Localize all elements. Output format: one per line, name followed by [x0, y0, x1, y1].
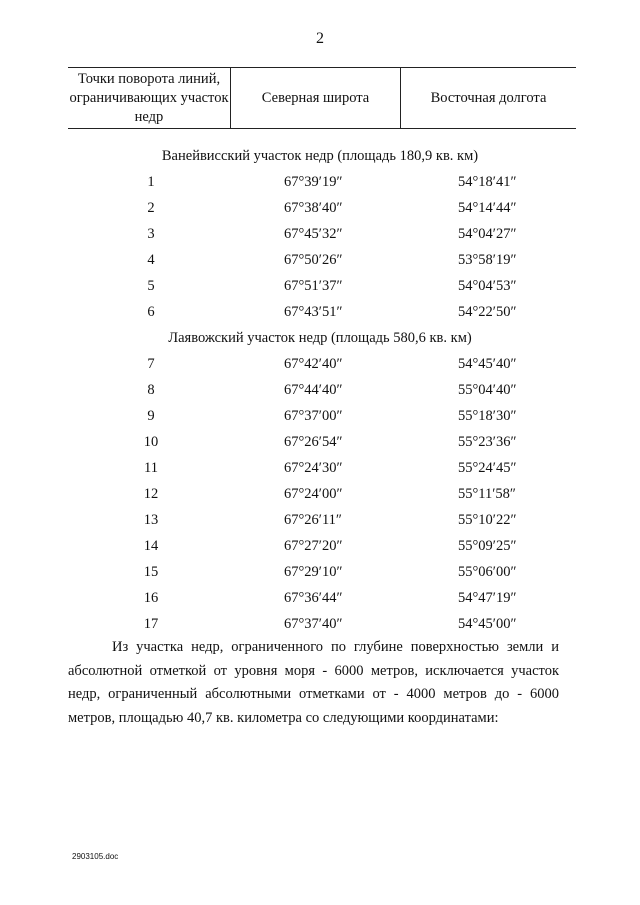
- longitude-value: 55°11′58″: [458, 486, 516, 502]
- point-number: 2: [147, 200, 155, 216]
- point-number: 11: [144, 460, 158, 476]
- point-number: 12: [143, 486, 159, 502]
- table-row: [0, 408, 640, 432]
- header-points: Точки поворота линий, ограничивающих участок недр: [68, 68, 231, 128]
- latitude-value: 67°24′30″: [284, 460, 343, 476]
- table-row: [0, 538, 640, 562]
- latitude-value: 67°26′54″: [284, 434, 343, 450]
- table-row: [0, 434, 640, 458]
- point-number: 3: [147, 226, 155, 242]
- point-number: 5: [147, 278, 155, 294]
- longitude-value: 55°23′36″: [458, 434, 517, 450]
- latitude-value: 67°29′10″: [284, 564, 343, 580]
- table-row: [0, 174, 640, 198]
- point-number: 16: [143, 590, 159, 606]
- longitude-value: 55°10′22″: [458, 512, 517, 528]
- longitude-value: 55°18′30″: [458, 408, 517, 424]
- page-number: 2: [316, 30, 324, 47]
- point-number: 6: [147, 304, 155, 320]
- table-row: [0, 278, 640, 302]
- table-row: [0, 460, 640, 484]
- point-number: 14: [143, 538, 159, 554]
- latitude-value: 67°43′51″: [284, 304, 343, 320]
- section-title-layavozh: Лаявожский участок недр (площадь 580,6 кв. км): [168, 330, 472, 346]
- latitude-value: 67°50′26″: [284, 252, 343, 268]
- latitude-value: 67°37′00″: [284, 408, 343, 424]
- point-number: 15: [143, 564, 159, 580]
- point-number: 13: [143, 512, 159, 528]
- latitude-value: 67°42′40″: [284, 356, 343, 372]
- latitude-value: 67°27′20″: [284, 538, 343, 554]
- table-row: [0, 356, 640, 380]
- table-row: [0, 486, 640, 510]
- exclusion-paragraph: Из участка недр, ограниченного по глубине поверхностью земли и абсолютной отметкой от уровня моря - 6000 метров, исключается участок недр, ограниченный абсолютными отметками от - 4000 метров до - 6000 метров, площадью 40,7 кв. километра со следующими координатами:: [68, 639, 559, 726]
- latitude-value: 67°38′40″: [284, 200, 343, 216]
- longitude-value: 55°04′40″: [458, 382, 517, 398]
- table-row: [0, 382, 640, 406]
- longitude-value: 54°22′50″: [458, 304, 517, 320]
- longitude-value: 54°04′53″: [458, 278, 517, 294]
- point-number: 4: [147, 252, 155, 268]
- latitude-value: 67°44′40″: [284, 382, 343, 398]
- latitude-value: 67°26′11″: [284, 512, 342, 528]
- document-footer: 2903105.doc: [72, 852, 119, 861]
- table-row: [0, 564, 640, 588]
- latitude-value: 67°45′32″: [284, 226, 343, 242]
- latitude-value: 67°51′37″: [284, 278, 343, 294]
- longitude-value: 55°09′25″: [458, 538, 517, 554]
- table-row: [0, 512, 640, 536]
- table-row: [0, 226, 640, 250]
- longitude-value: 54°18′41″: [458, 174, 517, 190]
- latitude-value: 67°37′40″: [284, 616, 343, 632]
- longitude-value: 54°14′44″: [458, 200, 517, 216]
- latitude-value: 67°36′44″: [284, 590, 343, 606]
- longitude-value: 55°06′00″: [458, 564, 517, 580]
- latitude-value: 67°39′19″: [284, 174, 343, 190]
- longitude-value: 55°24′45″: [458, 460, 517, 476]
- longitude-value: 54°45′00″: [458, 616, 517, 632]
- latitude-value: 67°24′00″: [284, 486, 343, 502]
- header-longitude: Восточная долгота: [430, 89, 547, 106]
- point-number: 9: [147, 408, 155, 424]
- section-title-vaneyvis: Ванейвисский участок недр (площадь 180,9 кв. км): [161, 148, 479, 164]
- longitude-value: 53°58′19″: [458, 252, 517, 268]
- longitude-value: 54°45′40″: [458, 356, 517, 372]
- point-number: 7: [147, 356, 155, 372]
- table-row: [0, 252, 640, 276]
- point-number: 17: [143, 616, 159, 632]
- header-latitude: Северная широта: [231, 68, 401, 128]
- point-number: 1: [147, 174, 155, 190]
- longitude-value: 54°04′27″: [458, 226, 517, 242]
- point-number: 10: [143, 434, 159, 450]
- table-row: [0, 200, 640, 224]
- point-number: 8: [147, 382, 155, 398]
- coordinates-table-header: [68, 67, 576, 129]
- longitude-value: 54°47′19″: [458, 590, 517, 606]
- table-row: [0, 590, 640, 614]
- table-row: [0, 304, 640, 328]
